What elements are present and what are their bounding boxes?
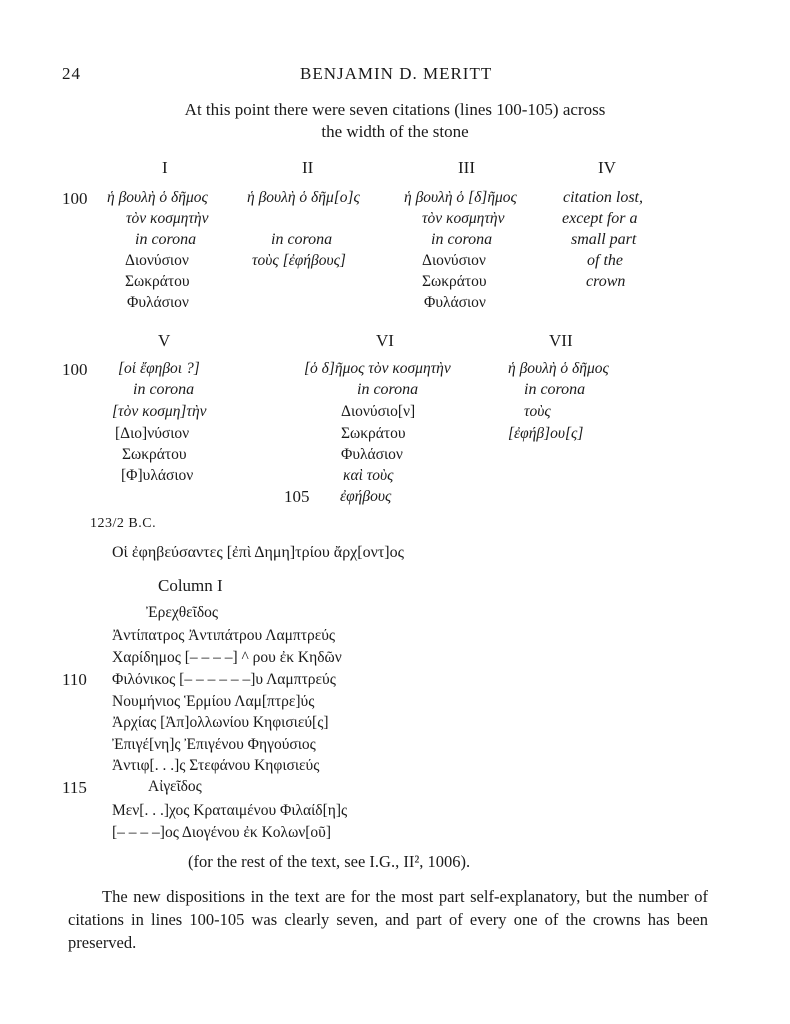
heading-VI: VI [376, 331, 394, 350]
citation-line: τὸν κοσμητὴν [126, 210, 209, 227]
list-item: Φιλόνικος [– – – – – –]υ Λαμπτρεύς [112, 671, 336, 688]
citation-line: [Φ]υλάσιον [121, 467, 194, 484]
citation-line: Φυλάσιον [127, 294, 189, 311]
citation-line: ἡ βουλὴ ὁ δῆμος [508, 360, 609, 377]
citation-line: [ἐφήβ]ου[ς] [508, 425, 584, 442]
page-number: 24 [62, 64, 81, 83]
citation-line: [ὁ δ]ῆμος τὸν κοσμητὴν [304, 360, 451, 377]
list-item: Ἀντιφ[. . .]ς Στεφάνου Κηφισιεύς [112, 757, 320, 774]
tribe-heading: Αἰγεῖδος [148, 778, 202, 795]
list-item: Μεν[. . .]χος Κραταιμένου Φιλαίδ[η]ς [112, 802, 348, 819]
citation-line: ἡ βουλὴ ὁ δῆμος [107, 189, 208, 206]
list-item: Ἀντίπατρος Ἀντιπάτρου Λαμπτρεύς [112, 627, 336, 644]
list-item: Νουμήνιος Ἑρμίου Λαμ[πτρε]ύς [112, 693, 315, 710]
intro-line-2: the width of the stone [321, 122, 469, 141]
citation-line: Φυλάσιον [424, 294, 486, 311]
heading-IV: IV [598, 158, 616, 177]
column-title: Column I [158, 576, 223, 595]
list-item: Χαρίδημος [– – – –] ^ ρου ἐκ Κηδῶν [112, 649, 342, 666]
citation-line: small part [571, 231, 637, 248]
citation-line: τοὺς [ἐφήβους] [252, 252, 346, 269]
citation-line: Διονύσιον [422, 252, 486, 269]
citation-line: Φυλάσιον [341, 446, 403, 463]
citation-line: καὶ τοὺς [343, 467, 394, 484]
tribe-heading: Ἐρεχθεῖδος [146, 604, 219, 621]
heading-I: I [162, 158, 168, 177]
citation-line: in corona [271, 231, 333, 248]
line-number-115: 115 [62, 778, 87, 797]
intro-line-1: At this point there were seven citations (lines 100-105) across [184, 100, 606, 119]
decree-heading: Οἱ ἐφηβεύσαντες [ἐπὶ Δημη]τρίου ἄρχ[οντ]ος [112, 544, 404, 561]
heading-V: V [158, 331, 171, 350]
rest-of-text-note: (for the rest of the text, see I.G., II², 1006). [188, 852, 471, 871]
citation-line: except for a [562, 210, 638, 227]
citation-line: Διονύσιον [125, 252, 189, 269]
list-item: Ἀρχίας [Ἀπ]ολλωνίου Κηφισιεύ[ς] [112, 714, 329, 731]
heading-VII: VII [549, 331, 573, 350]
citation-line: in corona [431, 231, 493, 248]
citation-line: ἡ βουλὴ ὁ δῆμ[ο]ς [247, 189, 360, 206]
citation-line: [Διο]νύσιον [115, 425, 190, 442]
citation-line: τοὺς [524, 403, 551, 420]
line-number-100-second: 100 [62, 360, 88, 379]
citation-line: in corona [135, 231, 197, 248]
date-label: 123/2 B.C. [90, 516, 157, 531]
line-number-110: 110 [62, 670, 87, 689]
citation-line: τὸν κοσμητὴν [422, 210, 505, 227]
citation-line: of the [587, 252, 623, 269]
citation-line: ἡ βουλὴ ὁ [δ]ῆμος [404, 189, 517, 206]
citation-line: ἐφήβους [340, 488, 392, 505]
citation-line: in corona [133, 381, 195, 398]
heading-III: III [458, 158, 475, 177]
citation-line: citation lost, [563, 189, 643, 206]
heading-II: II [302, 158, 314, 177]
list-item: [– – – –]ος Διογένου ἐκ Κολων[οῦ] [112, 824, 332, 841]
list-item: Ἐπιγέ[νη]ς Ἐπιγένου Φηγούσιος [112, 736, 316, 753]
line-number-100: 100 [62, 189, 88, 208]
citation-line: in corona [357, 381, 419, 398]
citation-line: Σωκράτου [125, 273, 190, 290]
citation-line: [οἱ ἔφηβοι ?] [118, 360, 200, 377]
line-number-105: 105 [284, 487, 310, 506]
citation-line: Σωκράτου [122, 446, 187, 463]
citation-line: crown [586, 273, 626, 290]
citation-line: in corona [524, 381, 586, 398]
citation-line: [τὸν κοσμη]τὴν [112, 403, 207, 420]
running-head-author: BENJAMIN D. MERITT [300, 64, 493, 83]
citation-line: Σωκράτου [341, 425, 406, 442]
citation-line: Διονύσιο[ν] [341, 403, 416, 420]
body-paragraph: The new dispositions in the text are for the most part self-explanatory, but the number of citations in lines 100-105 was clearly seven, and part of every one of the crowns has been preserved. [68, 887, 708, 952]
citation-line: Σωκράτου [422, 273, 487, 290]
